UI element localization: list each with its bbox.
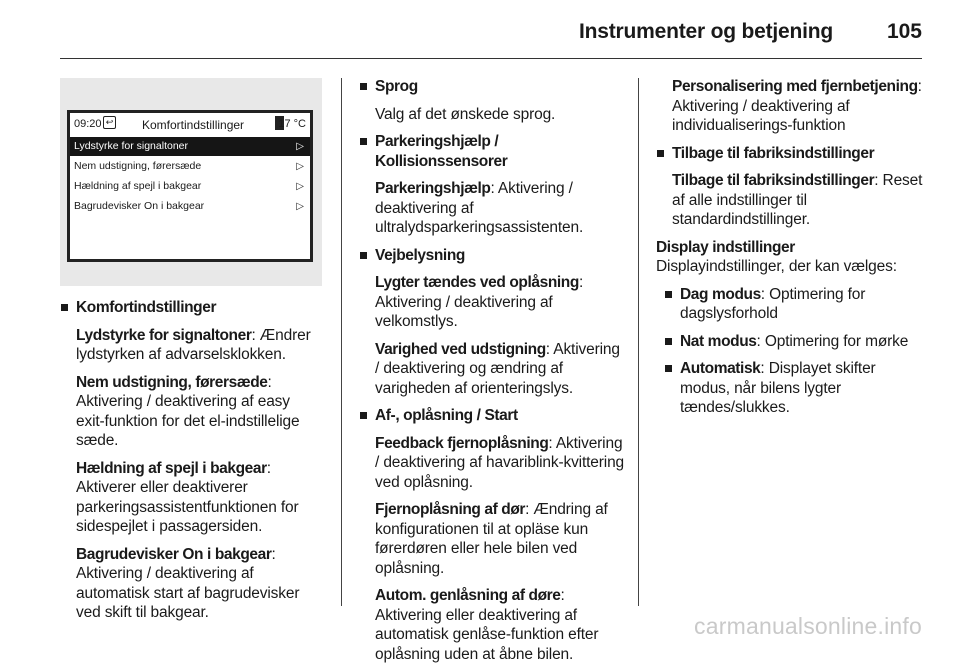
- paragraph: Tilbage til fabriksindstillinger: Reset af alle indstillinger til standardindstillinger.: [672, 172, 923, 228]
- paragraph: Lydstyrke for signaltoner: Ændrer lydstyrken af advarselsklokken.: [76, 326, 311, 363]
- display-menu-item: Hældning af spejl i bakgear ▷: [70, 177, 310, 196]
- column-2: [359, 77, 625, 672]
- column-1: [60, 298, 322, 631]
- section-title: Instrumenter og betjening: [578, 20, 833, 43]
- paragraph: Displayindstillinger, der kan vælges:: [656, 258, 897, 275]
- paragraph: Valg af det ønskede sprog.: [375, 105, 556, 123]
- bullet-nat: Nat modus: Optimering for mørke: [664, 332, 924, 352]
- bullet-sprog: Sprog: [359, 77, 625, 97]
- paragraph: Lygter tændes ved oplåsning: Aktivering / deaktivering af velkomstlys.: [375, 274, 584, 330]
- paragraph: Feedback fjernoplåsning: Aktivering / deaktivering af havariblink-kvittering ved oplåsning.: [375, 434, 625, 491]
- bullet-dag: Dag modus: Optimering for dagslysforhold: [664, 285, 924, 324]
- display-screen: [67, 110, 313, 262]
- display-menu-item: Nem udstigning, førersæde ▷: [70, 157, 310, 176]
- paragraph: Bagrudevisker On i bakgear: Aktivering / deaktivering af automatisk start af bagrudevisker ved skift til bakgear.: [76, 545, 300, 621]
- chevron-right-icon: ▷: [296, 201, 304, 212]
- bullet-automatisk: Automatisk: Displayet skifter modus, når bilens lygter tændes/slukkes.: [664, 359, 924, 418]
- paragraph: Parkeringshjælp: Aktivering / deaktivering af ultralydsparkeringsassistenten.: [375, 180, 584, 236]
- bullet-fabrik: Tilbage til fabriksindstillinger: [656, 144, 924, 164]
- page-number: 105: [886, 20, 922, 43]
- paragraph: Personalisering med fjernbetjening: Aktivering / deaktivering af individualiserings-funktion: [672, 78, 922, 134]
- bullet-komfort: Komfortindstillinger: [60, 298, 322, 318]
- chevron-right-icon: ▷: [296, 181, 304, 192]
- display-illustration: [60, 78, 322, 286]
- display-settings-heading: Display indstillinger: [656, 238, 795, 256]
- bullet-parkering: Parkeringshjælp / Kollisionssensorer: [359, 132, 625, 171]
- header-divider: [60, 58, 922, 59]
- paragraph: Varighed ved udstigning: Aktivering / deaktivering og ændring af varigheden af orienteringslys.: [375, 340, 620, 397]
- paragraph: Nem udstigning, førersæde: Aktivering / deaktivering af easy exit-funktion for det el-indstillelige sæde.: [76, 373, 300, 449]
- display-status-bar: [70, 113, 310, 135]
- display-temperature: 17 °C: [278, 118, 306, 130]
- chevron-right-icon: ▷: [296, 141, 304, 152]
- chevron-right-icon: ▷: [296, 161, 304, 172]
- column-divider-1: [341, 78, 342, 606]
- display-time: 09:20: [74, 118, 102, 130]
- back-icon: ↩: [103, 116, 116, 129]
- bullet-vejbelysning: Vejbelysning: [359, 246, 625, 266]
- display-title: Komfortindstillinger: [142, 118, 245, 132]
- watermark: carmanualsonline.info: [694, 613, 922, 639]
- paragraph: Fjernoplåsning af dør: Ændring af konfigurationen til at opläse kun førerdøren eller hele bilen ved oplåsning.: [375, 501, 608, 577]
- column-divider-2: [638, 78, 639, 606]
- paragraph: Hældning af spejl i bakgear: Aktiverer eller deaktiverer parkeringsassistentfunktionen for sidespejlet i passagersiden.: [76, 459, 299, 535]
- display-menu-item: Bagrudevisker On i bakgear ▷: [70, 197, 310, 216]
- bullet-laasning: Af-, oplåsning / Start: [359, 406, 625, 426]
- display-menu-item: Lydstyrke for signaltoner ▷: [70, 137, 310, 156]
- column-3: [656, 77, 924, 426]
- paragraph: Autom. genlåsning af døre: Aktivering eller deaktivering af automatisk genlåse-funktion efter oplåsning uden at åbne bilen.: [375, 587, 599, 663]
